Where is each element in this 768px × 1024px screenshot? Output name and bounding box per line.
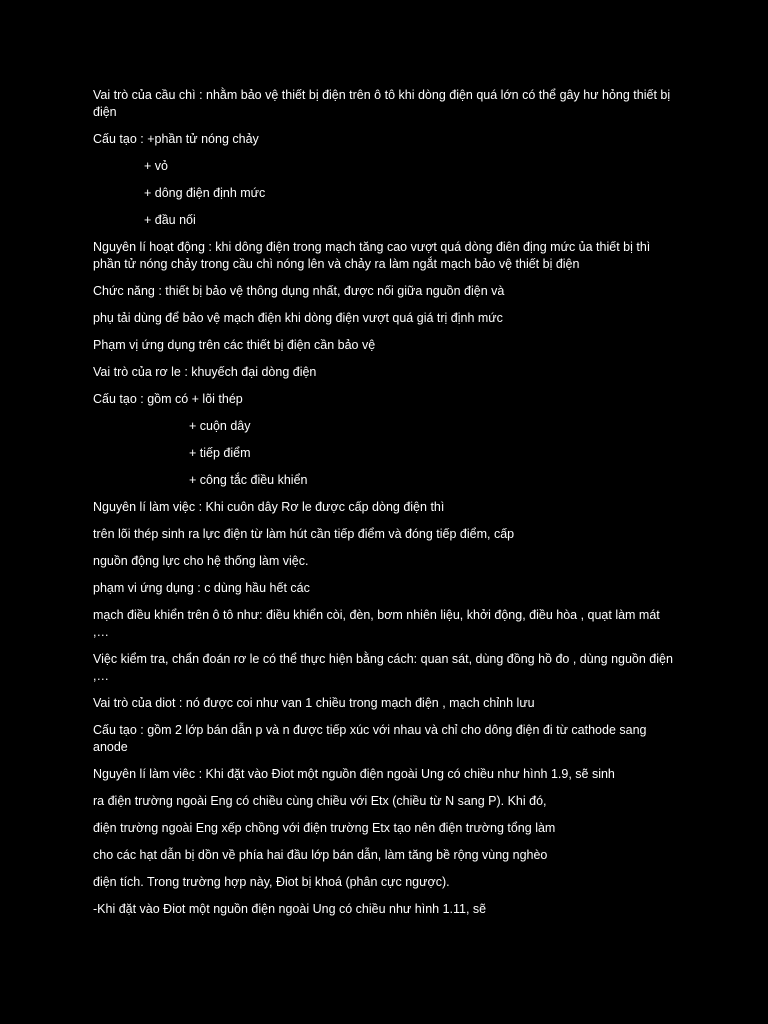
paragraph: Cấu tạo : gồm 2 lớp bán dẫn p và n được tiếp xúc với nhau và chỉ cho dông điện đi từ cathode sang anode [93,723,647,754]
paragraph: -Khi đặt vào Điot một nguồn điện ngoài Ung có chiều như hình 1.11, sẽ [93,902,487,916]
paragraph: điện trường ngoài Eng xếp chồng với điện trường Etx tạo nên điện trường tổng làm [93,821,556,835]
paragraph: + dông điện định mức [144,186,266,200]
paragraph: điện tích. Trong trường hợp này, Điot bị khoá (phân cực ngược). [93,875,450,889]
paragraph: cho các hạt dẫn bị dồn về phía hai đầu lớp bán dẫn, làm tăng bề rộng vùng nghèo [93,848,548,862]
paragraph: Chức năng : thiết bị bảo vệ thông dụng nhất, được nối giữa nguồn điện và [93,284,505,298]
paragraph: + cuộn dây [189,419,251,433]
paragraph: phạm vi ứng dụng : c dùng hầu hết các [93,581,310,595]
paragraph: Việc kiểm tra, chẩn đoán rơ le có thể thực hiện bằng cách: quan sát, dùng đồng hồ đo , dùng nguồn điện ,… [93,652,673,683]
paragraph: Nguyên lí hoạt động : khi dông điện trong mạch tăng cao vượt quá dòng điên địng mức ủa thiết bị thì phần tử nóng chảy trong cầu chì nóng lên và chảy ra làm ngắt mạch bảo vệ thiết bị điện [93,240,651,271]
document-body [93,87,673,928]
paragraph: phụ tải dùng để bảo vệ mạch điện khi dòng điện vượt quá giá trị định mức [93,311,503,325]
paragraph: Cấu tạo : gồm có + lõi thép [93,392,243,406]
paragraph: Vai trò của diot : nó được coi như van 1 chiều trong mạch điện , mạch chỉnh lưu [93,696,535,710]
paragraph: + đầu nối [144,213,196,227]
paragraph: ra điện trường ngoài Eng có chiều cùng chiều với Etx (chiều từ N sang P). Khi đó, [93,794,547,808]
paragraph: Cấu tạo : +phần tử nóng chảy [93,132,259,146]
paragraph: + tiếp điểm [189,446,251,460]
paragraph: Nguyên lí làm viêc : Khi đặt vào Điot một nguồn điện ngoài Ung có chiều như hình 1.9, sẽ sinh [93,767,615,781]
paragraph: + vỏ [144,159,168,173]
paragraph: trên lõi thép sinh ra lực điện từ làm hút cần tiếp điểm và đóng tiếp điểm, cấp [93,527,515,541]
paragraph: nguồn động lực cho hệ thống làm việc. [93,554,309,568]
paragraph: + công tắc điều khiển [189,473,308,487]
paragraph: Vai trò của cầu chì : nhằm bảo vệ thiết bị điện trên ô tô khi dòng điện quá lớn có thể gây hư hỏng thiết bị điện [93,88,671,119]
paragraph: Nguyên lí làm việc : Khi cuôn dây Rơ le được cấp dòng điện thì [93,500,445,514]
paragraph: Phạm vị ứng dụng trên các thiết bị điện cần bảo vệ [93,338,376,352]
paragraph: Vai trò của rơ le : khuyếch đại dòng điện [93,365,317,379]
paragraph: mạch điều khiển trên ô tô như: điều khiển còi, đèn, bơm nhiên liệu, khởi động, điều hòa , quạt làm mát ,… [93,608,660,639]
